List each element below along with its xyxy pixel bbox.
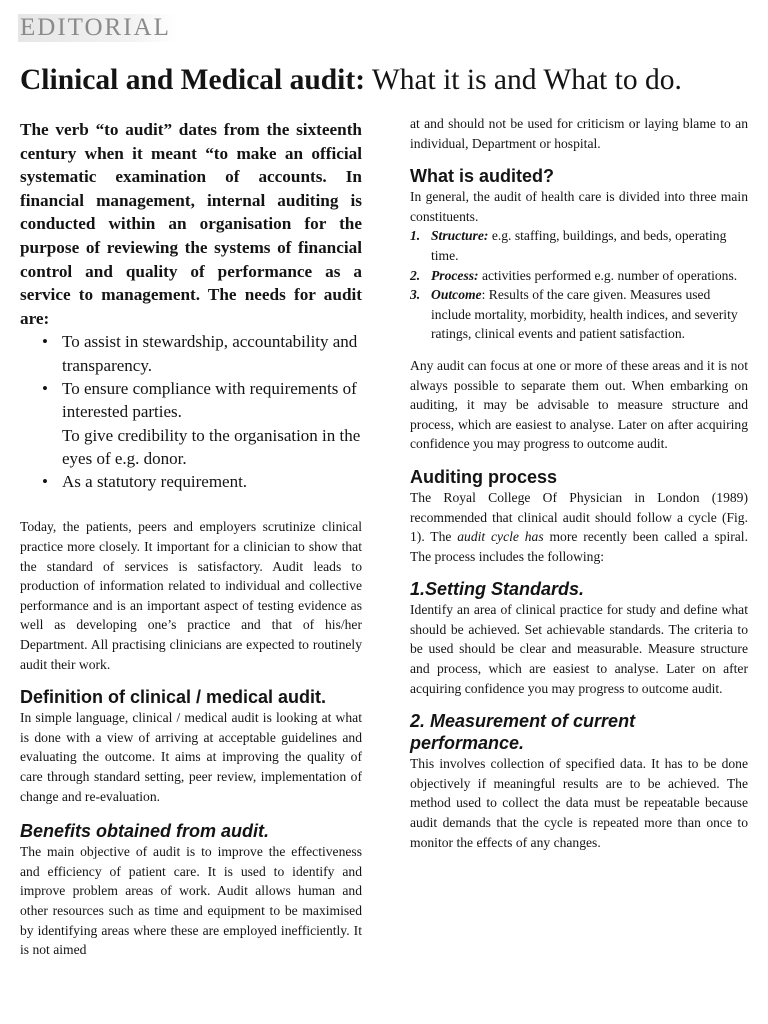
needs-list — [20, 330, 362, 493]
list-item: • To ensure compliance with requirements of interested parties. — [42, 378, 357, 422]
article-title — [20, 62, 760, 98]
section-label: EDITORIAL — [18, 14, 177, 42]
heading-setting-standards: 1.Setting Standards. — [410, 579, 585, 600]
heading-benefits: Benefits obtained from audit. — [20, 821, 270, 842]
paragraph-process: The Royal College Of Physician in London (1989) recommended that clinical audit should follow a cycle (Fig. 1). The audit cycle has more recently been called a spiral. The process includes the following: — [410, 489, 748, 564]
title-bold: Clinical and Medical audit: — [20, 64, 366, 96]
heading-definition: Definition of clinical / medical audit. — [20, 687, 327, 708]
lead-paragraph: The verb “to audit” dates from the sixteenth century when it meant “to make an official systematic examination of accounts. In financial management, internal auditing is conducted within an organisation for the purpose of reviewing the systems of financial control and quality of performance as a service to management. The needs for audit are: — [20, 120, 362, 328]
heading-measurement: 2. Measurement of current performance. — [410, 711, 636, 754]
list-item: To give credibility to the organisation in the eyes of e.g. donor. — [62, 425, 361, 468]
bullet-mark: • — [42, 472, 48, 492]
list-item: 2. Process: activities performed e.g. number of operations. — [410, 267, 738, 283]
list-item: 3. Outcome: Results of the care given. Measures used include mortality, morbidity, health indices, and severity ratings, clinical events and patient satisfaction. — [410, 287, 738, 342]
paragraph-definition: In simple language, clinical / medical audit is looking at what is done with a view of arriving at acceptable guidelines and evaluating the outcome. It aims at improving the quality of care through standard setting, peer review, implementation of change and re-evaluation. — [20, 710, 362, 804]
list-item: • As a statutory requirement. — [42, 470, 362, 493]
list-item: 1. Structure: e.g. staffing, buildings, and beds, operating time. — [410, 228, 727, 263]
left-column — [20, 118, 362, 960]
list-item: • To assist in stewardship, accountability and transparency. — [42, 332, 358, 375]
bullet-mark: • — [42, 332, 48, 352]
paragraph-setting: Identify an area of clinical practice for study and define what should be achieved. Set achievable standards. The criteria to be used should be clear and measurable. Measure structure and process, which are easiest to analyse. Later on after acquiring confidence you may progress to outcome audit. — [410, 602, 748, 696]
title-rest: What it is and What to do. — [365, 64, 682, 96]
paragraph-measurement: This involves collection of specified data. It has to be done objectively if meaningful results are to be achieved. The method used to collect the data must be repeatable because audit demands that the cycle is repeated more than once to monitor the effects of any changes. — [410, 756, 748, 850]
paragraph-what: In general, the audit of health care is divided into three main constituents. — [410, 189, 748, 224]
constituents-list — [410, 226, 748, 344]
paragraph-focus: Any audit can focus at one or more of these areas and it is not always possible to separate them out. When embarking on auditing, it may be advisable to measure structure and process, which are easiest to analyse. Later on after acquiring confidence you may progress to outcome audit. — [410, 357, 748, 452]
bullet-mark: • — [42, 378, 48, 398]
paragraph-continued: at and should not be used for criticism or laying blame to an individual, Department or hospital. — [410, 116, 748, 151]
paragraph-benefits: The main objective of audit is to improve the effectiveness and efficiency of patient care. It is used to identify and improve problem areas of work. Audit allows human and other resources such as time and equipment to be maximised by identifying areas where these are employed inefficiently. It is not aimed — [20, 844, 362, 958]
paragraph-today: Today, the patients, peers and employers scrutinize clinical practice more closely. It important for a clinician to show that the standard of services is satisfactory. Audit leads to production of information related to individual and collective performance and is an important aspect of testing evidence as well as developing one’s practice and that of his/her Department. All practising clinicians are expected to routinely audit their work. — [20, 519, 362, 672]
right-column — [410, 114, 748, 852]
heading-what-is-audited: What is audited? — [410, 166, 554, 187]
heading-auditing-process: Auditing process — [410, 466, 558, 487]
